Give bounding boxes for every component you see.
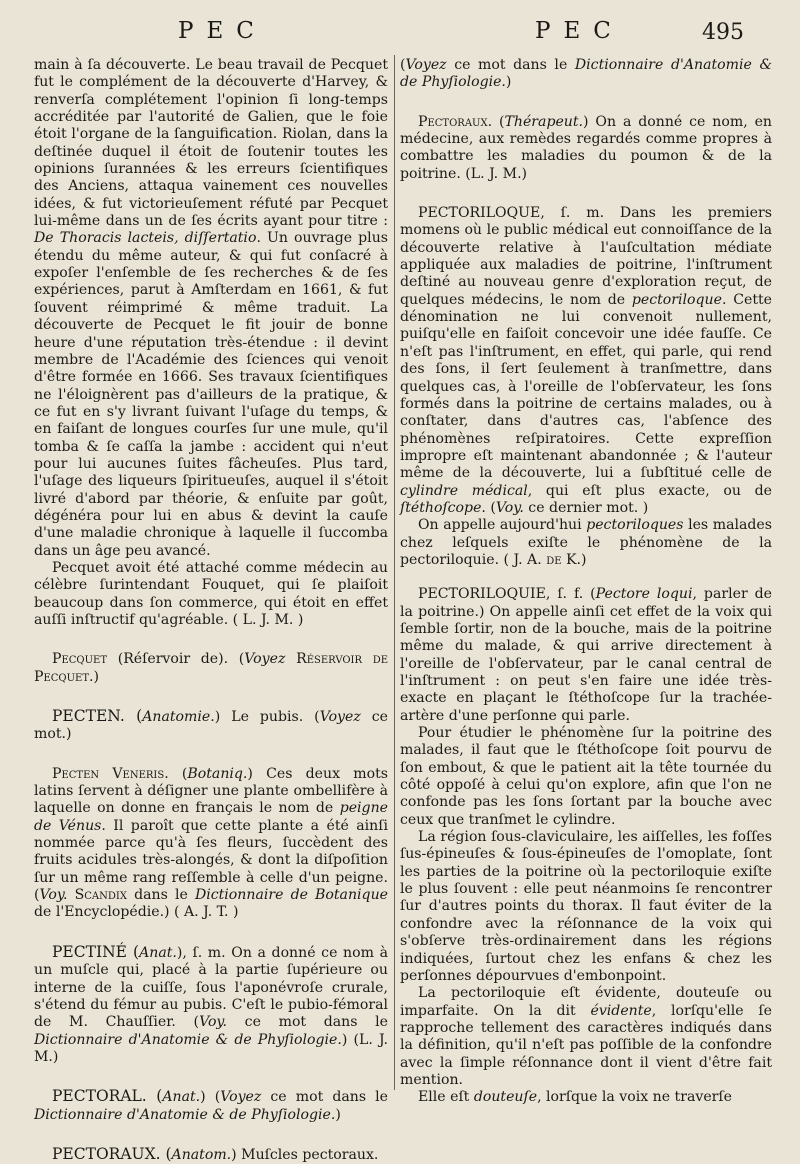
running-head-right: PEC bbox=[535, 18, 624, 44]
entry-pecten-veneris: Pecten Veneris. (Botaniq.) Ces deux mots latins ſervent à déſigner une plante ombellifère à laquelle on donne en français le nom de peigne de Vénus. Il paroît que cette plante a été ainſi nommée parce qu'à ſes fleurs, ſuccèdent des fruits acidules très-alongés, & dont la diſpoſition ſur un même rang reſſemble à celle d'un peigne. (Voy. Scandix dans le Dictionnaire de Botanique de l'Encyclopédie.) ( A. J. T. ) bbox=[34, 765, 388, 921]
pectoriloquie-paragraph-5: Elle eſt douteuſe, lorſque la voix ne traverſe bbox=[418, 1089, 732, 1106]
entry-pecten: PECTEN. (Anatomie.) Le pubis. (Voyez ce mot.) bbox=[34, 707, 389, 743]
pecquet-bio-paragraph: main à ſa découverte. Le beau travail de Pecquet fut le complément de la découverte d'Harvey, & renverſa complétement l'opinion ſi long-temps accréditée par l'autorité de Galien, que le foie étoit l'organe de la ſanguification. Riolan, dans la deſtinée duquel il étoit de ſoutenir toutes les opinions ſurannées & les erreurs ſcientifiques des Anciens, attaqua vainement ces nouvelles idées, & fut victorieuſement réfuté par Pecquet lui-même dans un de ſes écrits ayant pour titre : De Thoracis lacteis, diſſertatio. Un ouvrage plus étendu du même auteur, & qui fut conſacré à expoſer l'enſemble de ſes recherches & de ſes expériences, parut à Amſterdam en 1661, & fut ſouvent réimprimé & même traduit. La découverte de Pecquet le fit jouir de bonne heure d'une réputation très-étendue : il devint membre de l'Académie des ſciences qui venoit d'être formée en 1666. Ses travaux ſcientifiques ne l'éloignèrent pas d'ailleurs de la pratique, & ce fut en s'y livrant ſuivant l'uſage du temps, & en faiſant de longues courſes ſur une mule, qu'il tomba & ſe caſſa la jambe : accident qui n'eut pour lui aucunes ſuites fâcheuſes. Plus tard, l'uſage des liqueurs ſpiritueuſes, auquel il s'étoit livré d'abord par théorie, & enſuite par goût, dégénéra pour lui en abus & devint la cauſe d'une maladie chronique à laquelle il ſuccomba dans un âge peu avancé. bbox=[34, 57, 388, 559]
pectoriloquie-paragraph-2: Pour étudier le phénomène ſur la poitrine des malades, il faut que le ſtéthoſcope ſoit pourvu de ſon embout, & que le patient ait la tête tournée du côté oppoſé à celui qu'on explore, afin que l'on ne confonde pas les ſons ſortant par la bouche avec ceux que tranſmet le cylindre. bbox=[400, 725, 772, 828]
right-column bbox=[400, 57, 773, 1106]
page-number: 495 bbox=[702, 20, 744, 45]
entry-pectoriloque: PECTORILOQUE, ſ. m. Dans les premiers momens où le public médical eut connoiſſance de la découverte relative à l'auſcultation médiate appliquée aux maladies de poitrine, l'inſtrument deſtiné au nouveau genre d'exploration reçut, de quelques médecins, le nom de pectoriloque. Cette dénomination ne lui convenoit nullement, puiſqu'elle en faiſoit concevoir une idée fauſſe. Ce n'eſt pas l'inſtrument, en effet, qui parle, qui rend des ſons, il ſert ſeulement à tranſmettre, dans quelques cas, à l'oreille de l'obſervateur, les ſons formés dans la poitrine de certains malades, ou à conſtater, dans d'autres cas, l'abſence des phénomènes reſpiratoires. Cette expreſſion impropre eſt maintenant abandonnée ; & l'auteur même de la découverte, lui a ſubſtitué celle de cylindre médical, qui eſt plus exacte, ou de ſtéthoſcope. (Voy. ce dernier mot. ) bbox=[400, 205, 772, 516]
entry-pecquet-reservoir: Pecquet (Réſervoir de). (Voyez Réservoir de Pecquet.) bbox=[34, 651, 389, 685]
running-head-left: PEC bbox=[178, 18, 267, 44]
left-column bbox=[34, 57, 389, 1163]
entry-pectoriloque-2: On appelle aujourd'hui pectoriloques les malades chez leſquels exiſte le phénomène de la pectoriloquie. ( J. A. de K.) bbox=[400, 517, 772, 568]
pectoraux-continuation: (Voyez ce mot dans le Dictionnaire d'Anatomie & de Phyſiologie.) bbox=[400, 57, 773, 91]
pectoriloquie-paragraph-4: La pectoriloquie eſt évidente, douteuſe ou imparfaite. On la dit évidente, lorſqu'elle ſe rapproche tellement des caractères indiqués dans la définition, qu'il n'eſt pas poſſible de la confondre avec la ſimple réſonnance dont il vient d'être fait mention. bbox=[400, 985, 772, 1088]
entry-pectoral: PECTORAL. (Anat.) (Voyez ce mot dans le Dictionnaire d'Anatomie & de Phyſiologie.) bbox=[34, 1087, 388, 1123]
column-rule bbox=[394, 55, 395, 1090]
entry-pectoriloquie: PECTORILOQUIE, ſ. f. (Pectore loqui, parler de la poitrine.) On appelle ainſi cet effet de la voix qui ſemble ſortir, non de la bouche, mais de la poitrine même du malade, & qui arrive directement à l'oreille de l'obſervateur, par le canal central de l'inſtrument : on peut s'en faire une idée très-exacte en plaçant le ſtéthoſcope ſur la trachée-artère d'une perſonne qui parle. bbox=[400, 586, 772, 724]
entry-pectine: PECTINÉ (Anat.), ſ. m. On a donné ce nom à un muſcle qui, placé à la partie ſupérieure ou interne de la cuiſſe, ſous l'aponévroſe crurale, s'étend du fémur au pubis. C'eſt le pubio-fémoral de M. Chauſſier. (Voy. ce mot dans le Dictionnaire d'Anatomie & de Phyſiologie.) (L. J. M.) bbox=[34, 942, 388, 1065]
entry-pectoraux-therapeutique: Pectoraux. (Thérapeut.) On a donné ce nom, en médecine, aux remèdes regardés comme propres à combattre les maladies du poumon & de la poitrine. (L. J. M.) bbox=[400, 113, 772, 182]
pecquet-bio-paragraph-2: Pecquet avoit été attaché comme médecin au célèbre ſurintendant Fouquet, qui ſe plaiſoit beaucoup dans ſon commerce, qui étoit en effet auſſi inſtructif qu'agréable. ( L. J. M. ) bbox=[34, 559, 388, 628]
pectoriloquie-paragraph-3: La région ſous-claviculaire, les aiſſelles, les foſſes ſus-épineuſes & ſous-épineuſes de l'omoplate, ſont les parties de la poitrine où la pectoriloquie exiſte le plus ſouvent : elle peut néanmoins ſe rencontrer ſur d'autres points du thorax. Il faut éviter de la confondre avec la réſonnance de la voix qui s'obſerve très-ordinairement dans les régions indiquées, ſurtout chez les enfans & chez les perſonnes dépourvues d'embonpoint. bbox=[400, 829, 772, 984]
entry-pectoraux-anatomie: PECTORAUX. (Anatom.) Muſcles pectoraux. bbox=[52, 1144, 379, 1163]
